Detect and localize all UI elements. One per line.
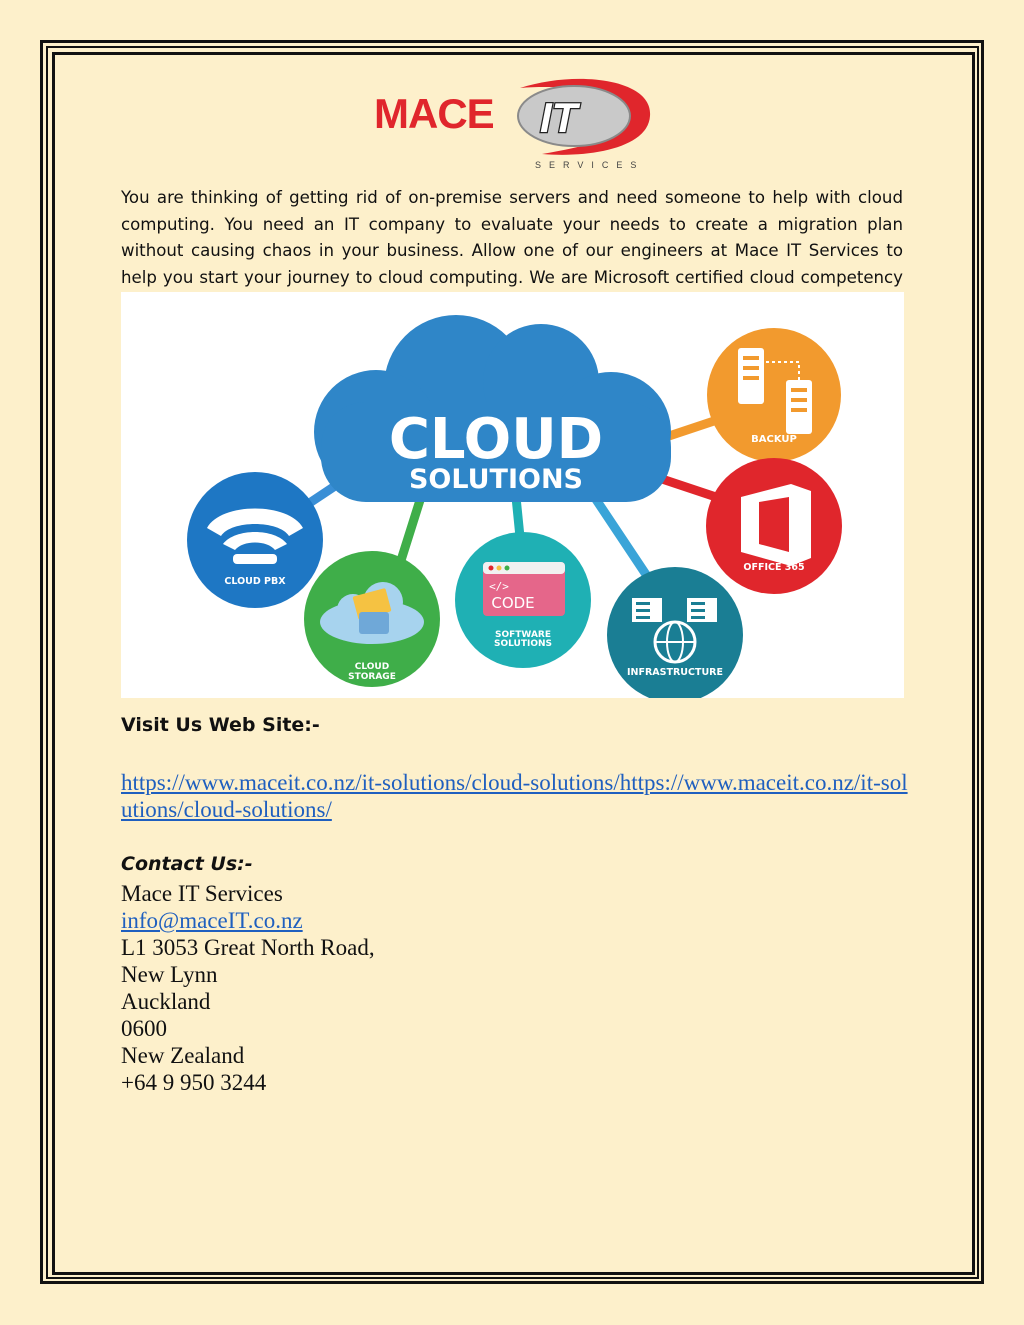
infrastructure-node <box>607 567 743 698</box>
address-suburb: New Lynn <box>121 962 218 987</box>
cloud-storage-label-1: CLOUD <box>354 662 390 672</box>
logo-brand-text: MACE <box>374 90 494 137</box>
intro-paragraph: You are thinking of getting rid of on-premise servers and need someone to help with cloud computing. You need an IT company to evaluate your needs to create a migration plan without causing chaos in your business. Allow one of our engineers at Mace IT Services to help you start your journey to cloud computing. We are Microsoft certified cloud competency partner. <box>121 188 903 314</box>
office365-node <box>706 458 842 594</box>
website-link[interactable]: https://www.maceit.co.nz/it-solutions/cloud-solutions/https://www.maceit.co.nz/it-solutions/cloud-solutions/ <box>121 770 908 822</box>
address-postcode: 0600 <box>121 1016 167 1041</box>
logo-tagline: SERVICES <box>535 160 645 170</box>
logo-mark-text: IT <box>540 94 578 141</box>
visit-heading: Visit Us Web Site:- <box>121 714 320 736</box>
backup-label: BACKUP <box>751 434 797 445</box>
contact-heading: Contact Us:- <box>121 853 253 875</box>
connector-infra <box>591 492 651 582</box>
code-label: CODE <box>491 594 535 612</box>
infrastructure-label: INFRASTRUCTURE <box>627 667 723 678</box>
backup-node <box>707 328 841 462</box>
company-name: Mace IT Services <box>121 881 283 906</box>
cloud-pbx-label: CLOUD PBX <box>224 576 286 587</box>
address-city: Auckland <box>121 989 211 1014</box>
cloud-pbx-node <box>187 472 323 608</box>
email-link[interactable]: info@maceIT.co.nz <box>121 908 303 933</box>
cloud-storage-node <box>304 551 440 687</box>
cloud-storage-label-2: STORAGE <box>348 672 396 682</box>
cloud-subtitle: SOLUTIONS <box>408 464 584 495</box>
address-street: L1 3053 Great North Road, <box>121 935 375 960</box>
mace-it-logo <box>370 72 660 172</box>
code-glyph: </> <box>489 580 509 593</box>
address-country: New Zealand <box>121 1043 245 1068</box>
office365-label: OFFICE 365 <box>743 562 805 573</box>
phone-number: +64 9 950 3244 <box>121 1070 267 1095</box>
contact-block <box>121 880 375 1096</box>
software-label-2: SOLUTIONS <box>493 639 553 649</box>
software-label-1: SOFTWARE <box>495 630 551 640</box>
cloud-solutions-illustration <box>121 292 904 698</box>
software-solutions-node <box>455 532 591 668</box>
cloud-title: CLOUD <box>388 407 604 472</box>
